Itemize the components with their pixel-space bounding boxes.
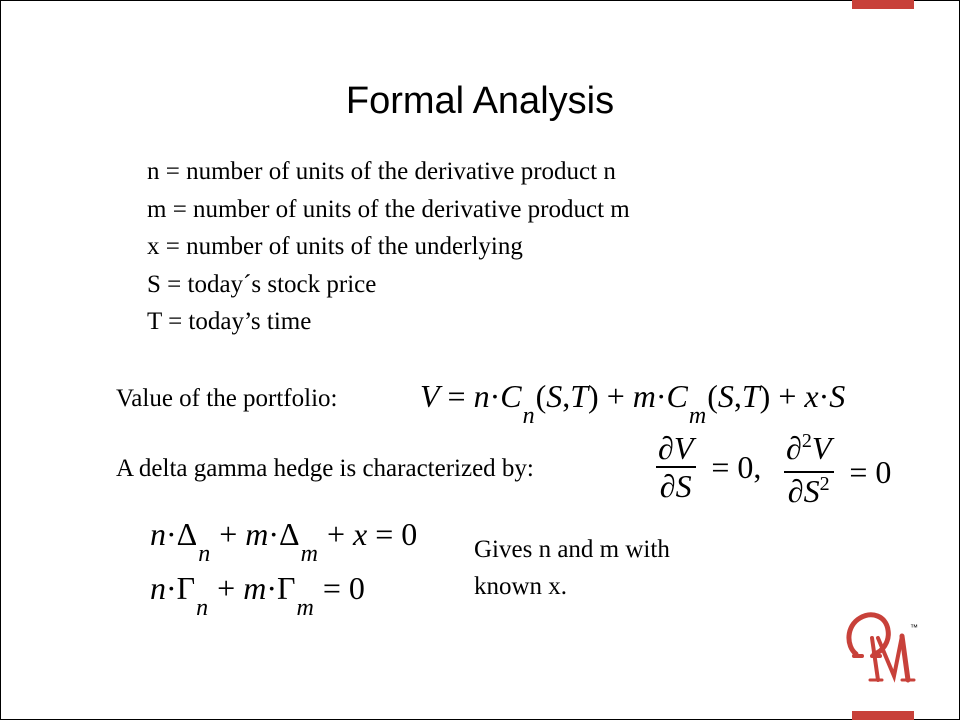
fraction-dv-ds: $\frac{\partial V}{\partial S}$ (654, 430, 697, 504)
definitions-list (147, 153, 630, 341)
definition-n: n = number of units of the derivative product n (147, 158, 616, 185)
definition-s: S = today´s stock price (147, 270, 377, 298)
hedge-condition-delta: $\frac{\partial V}{\partial S}$ = 0, (648, 430, 761, 504)
note-line-2: known x. (474, 573, 568, 600)
portfolio-label: Value of the portfolio: (116, 385, 338, 412)
definition-t: T = today’s time (147, 308, 312, 335)
note-line-1: Gives n and m with (474, 536, 670, 563)
slide-title: Formal Analysis (345, 80, 615, 122)
definition-m: m = number of units of the derivative product m (147, 195, 630, 223)
top-accent-bar (852, 0, 914, 9)
fraction-d2v-ds2: $\frac{\partial^2V}{\partial S^2}$ (782, 430, 835, 514)
result-note (474, 531, 670, 605)
bottom-accent-bar (852, 711, 914, 720)
om-logo-icon (842, 608, 922, 693)
portfolio-formula: V = n · C n ( S , T ) + m · C m ( S , T ) + x · S (420, 378, 846, 429)
hedge-condition-gamma: $\frac{\partial^2V}{\partial S^2}$ = 0 (776, 430, 891, 514)
gamma-equation: n ·Γ n + m ·Γ m = 0 (150, 570, 365, 621)
trademark-mark: ™ (910, 623, 918, 632)
hedge-label: A delta gamma hedge is characterized by: (116, 455, 534, 482)
delta-equation: n ·Δ n + m ·Δ m + x = 0 (150, 516, 418, 567)
definition-x: x = number of units of the underlying (147, 233, 523, 260)
